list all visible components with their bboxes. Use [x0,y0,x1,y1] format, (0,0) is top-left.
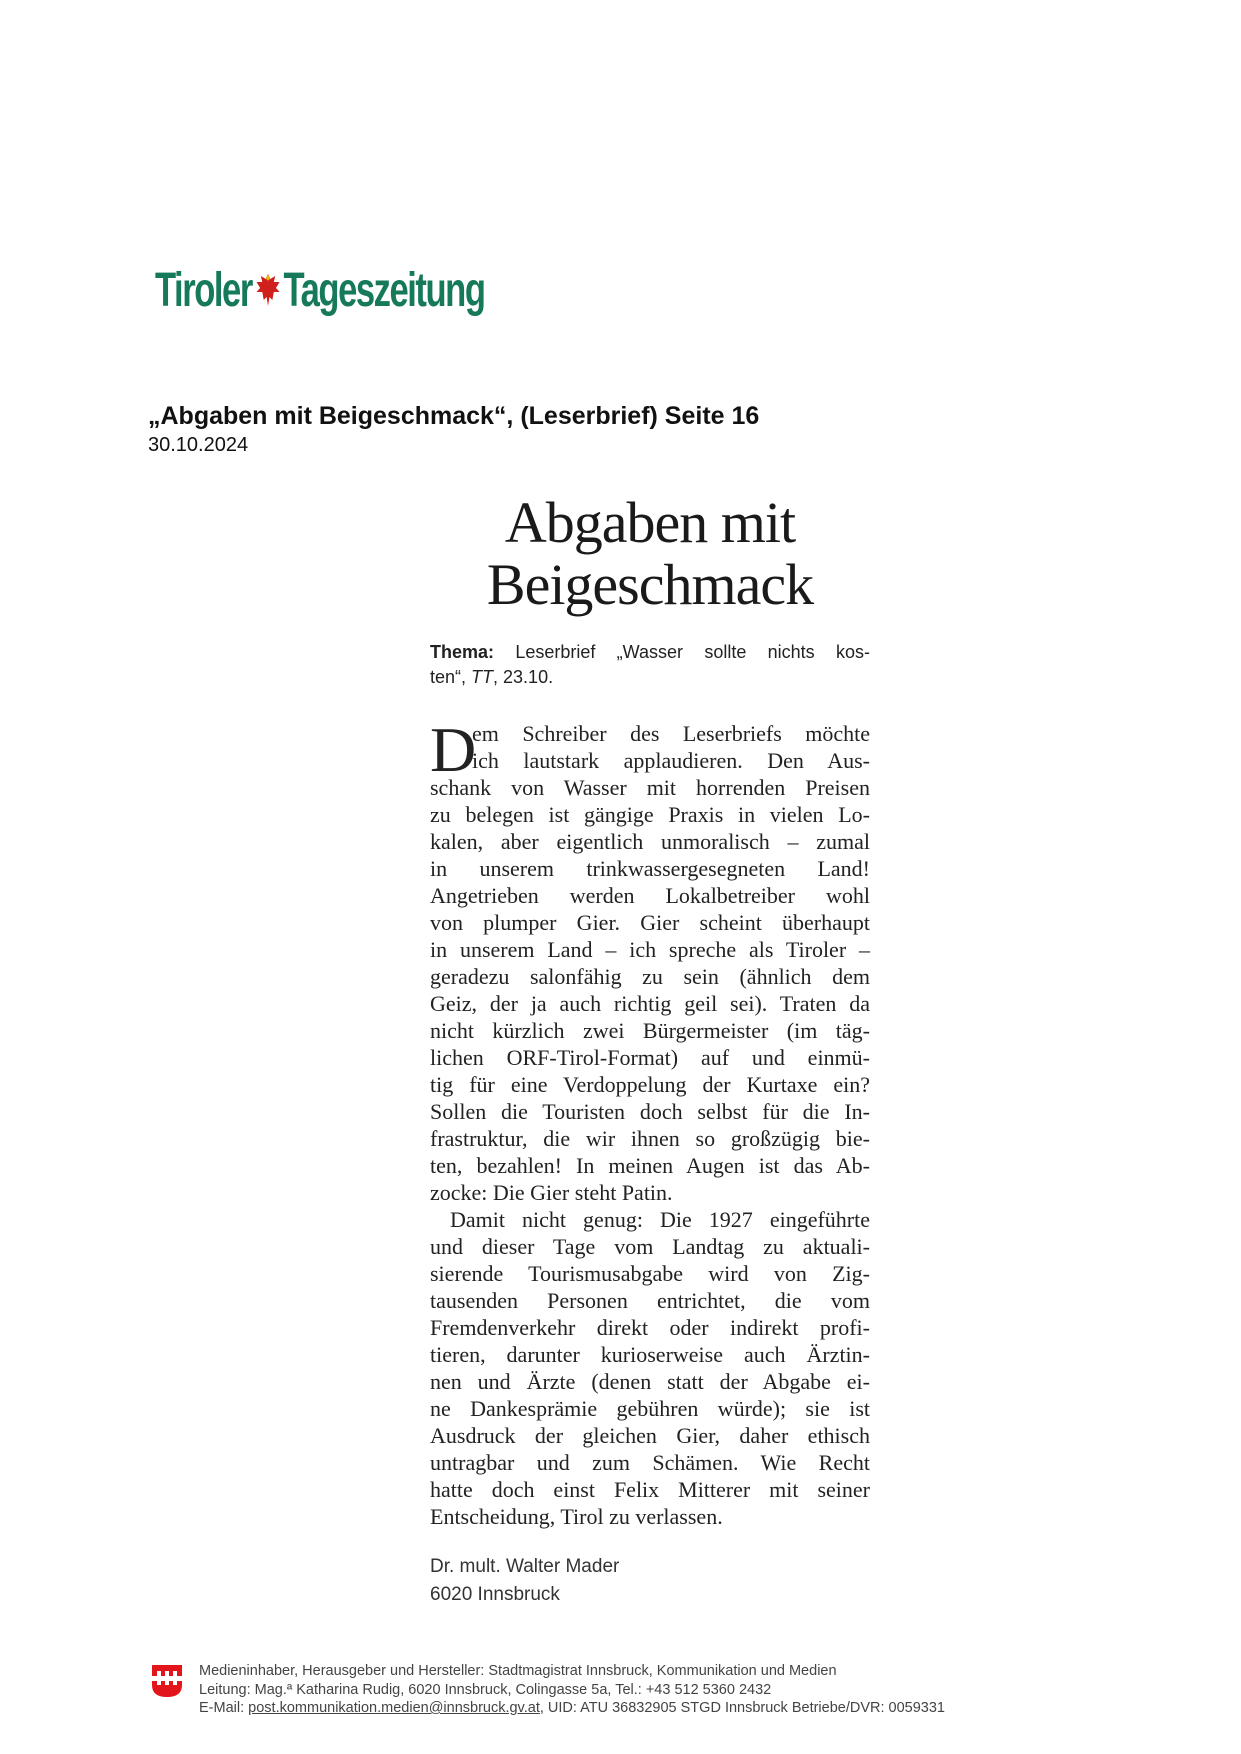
topic-source: TT [471,667,494,687]
body-line: von plumper Gier. Gier scheint überhaupt [430,910,870,935]
logo-text-tageszeitung: Tageszeitung [283,263,485,317]
body-line: lichen ORF-Tirol-Format) auf und einmü- [430,1045,870,1070]
body-line: ne Dankesprämie gebühren würde); sie ist [430,1396,870,1421]
article-body [430,714,870,1530]
footer-contact: Leitung: Mag.ª Katharina Rudig, 6020 Innsbruck, Colingasse 5a, Tel.: +43 512 5360 2432 [199,1681,772,1698]
body-line: Entscheidung, Tirol zu verlassen. [430,1504,723,1529]
body-line: tausenden Personen entrichtet, die vom [430,1288,870,1313]
tyrolean-eagle-icon [253,270,282,310]
body-line: tig für eine Verdoppelung der Kurtaxe ein? [430,1072,870,1097]
author-signature [430,1553,619,1609]
body-line: in unserem trinkwassergesegneten Land! [430,856,870,881]
topic-text: ten“, [430,667,472,687]
body-line: nen und Ärzte (denen statt der Abgabe ei- [430,1369,870,1394]
body-line: nicht kürzlich zwei Bürgermeister (im täg- [430,1018,870,1043]
source-title: „Abgaben mit Beigeschmack“, (Leserbrief) Seite 16 [148,402,760,430]
newspaper-logo [155,262,485,318]
body-line: kalen, aber eigentlich unmoralisch – zumal [430,829,870,854]
topic-text: Leserbrief „Wasser sollte nichts kos- [515,642,870,662]
body-line: ten, bezahlen! In meinen Augen ist das Ab- [430,1153,870,1178]
author-city: 6020 Innsbruck [430,1584,560,1605]
body-line: Damit nicht genug: Die 1927 eingeführte [450,1207,870,1232]
body-line: Fremdenverkehr direkt oder indirekt profi- [430,1315,870,1340]
body-line: tieren, darunter kurioserweise auch Ärztin- [430,1342,870,1367]
body-line: Angetrieben werden Lokalbetreiber wohl [430,883,870,908]
headline-line: Abgaben mit [504,490,796,555]
footer-registry: , UID: ATU 36832905 STGD Innsbruck Betriebe/DVR: 0059331 [539,1700,945,1716]
footer-email-link[interactable]: post.kommunikation.medien@innsbruck.gv.at [248,1700,540,1716]
footer-publisher: Medieninhaber, Herausgeber und Hersteller: Stadtmagistrat Innsbruck, Kommunikation und Medien [199,1663,837,1679]
article-topic [430,640,870,690]
source-date: 30.10.2024 [148,434,249,456]
body-line: sierende Tourismusabgabe wird von Zig- [430,1261,870,1286]
body-line: zu belegen ist gängige Praxis in vielen Lo- [430,802,870,827]
body-line: hatte doch einst Felix Mitterer mit seiner [430,1477,870,1502]
body-line: in unserem Land – ich spreche als Tiroler – [430,937,870,962]
body-line: frastruktur, die wir ihnen so großzügig bie- [430,1126,870,1151]
topic-label: Thema: [430,642,495,662]
drop-cap: D [430,714,477,785]
headline-line: Beigeschmack [486,552,814,617]
author-name: Dr. mult. Walter Mader [430,1556,620,1577]
body-line: Geiz, der ja auch richtig geil sei). Traten da [430,991,870,1016]
topic-date: , 23.10. [493,667,554,687]
body-line: untragbar und zum Schämen. Wie Recht [430,1450,870,1475]
logo-text-tiroler: Tiroler [155,263,252,317]
body-line: schank von Wasser mit horrenden Preisen [430,775,870,800]
innsbruck-crest-icon [151,1663,183,1698]
body-line: em Schreiber des Leserbriefs möchte [472,721,870,746]
body-line: und dieser Tage vom Landtag zu aktuali- [430,1234,870,1259]
body-line: Ausdruck der gleichen Gier, daher ethisch [430,1423,870,1448]
body-line: Sollen die Touristen doch selbst für die In- [430,1099,870,1124]
footer-email-label: E-Mail: [199,1700,249,1716]
body-line: geradezu salonfähig zu sein (ähnlich dem [430,964,870,989]
article-headline [430,492,870,616]
body-line: ich lautstark applaudieren. Den Aus- [472,748,870,773]
body-line: zocke: Die Gier steht Patin. [430,1180,673,1205]
